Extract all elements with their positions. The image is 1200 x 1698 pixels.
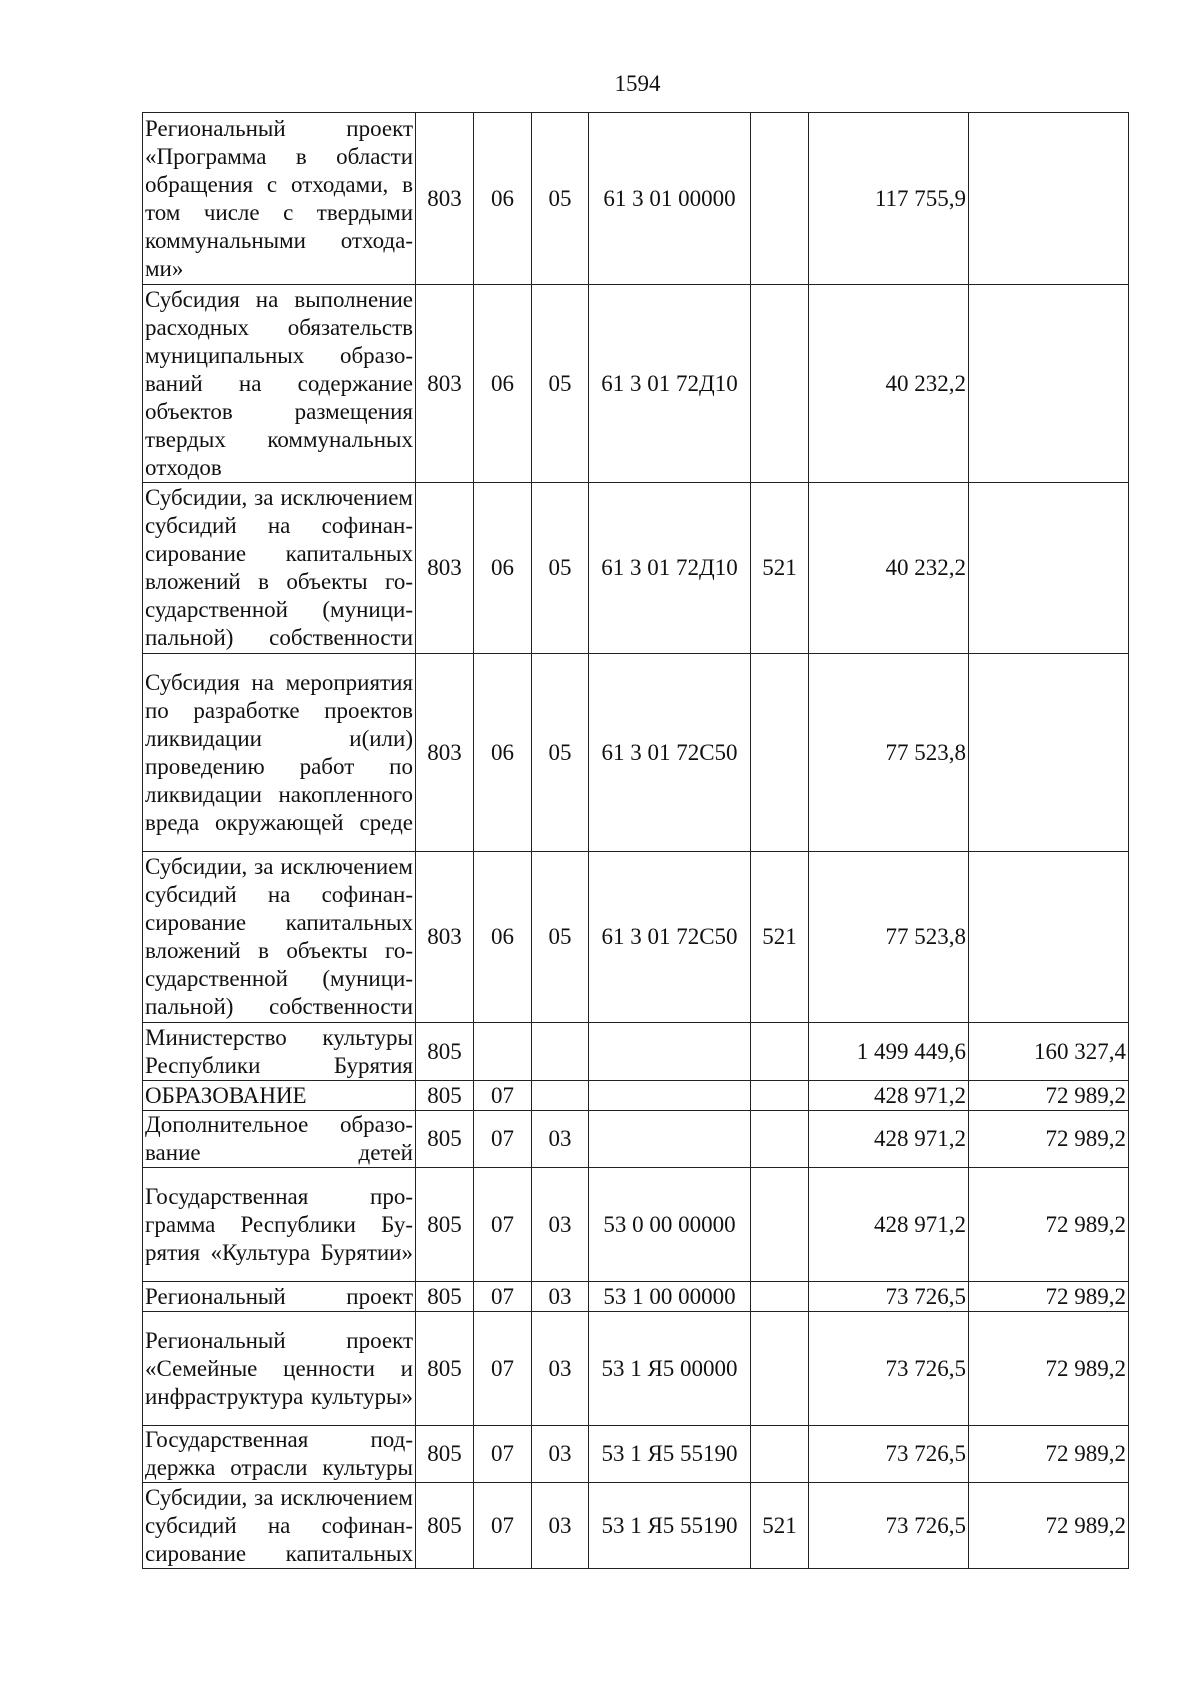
budget-table bbox=[142, 112, 1129, 1569]
table-row bbox=[143, 113, 1129, 285]
cell-section: 07 bbox=[474, 1168, 532, 1282]
table-row bbox=[143, 1023, 1129, 1081]
cell-section: 06 bbox=[474, 285, 532, 483]
cell-expense-type bbox=[751, 1081, 809, 1111]
cell-amount-total: 73 726,5 bbox=[809, 1282, 969, 1312]
cell-expense-type bbox=[751, 285, 809, 483]
row-description: Министерство культуры Республики Бурятия bbox=[143, 1023, 416, 1081]
cell-expense-type: 521 bbox=[751, 483, 809, 654]
row-description: Субсидии, за исключением субсидий на софинансирование капитальных bbox=[143, 1483, 416, 1569]
cell-section: 07 bbox=[474, 1483, 532, 1569]
cell-amount-federal: 72 989,2 bbox=[969, 1282, 1129, 1312]
cell-grbs: 805 bbox=[416, 1282, 474, 1312]
cell-subsection: 03 bbox=[532, 1426, 589, 1483]
cell-amount-total: 1 499 449,6 bbox=[809, 1023, 969, 1081]
cell-expense-type: 521 bbox=[751, 852, 809, 1023]
cell-amount-federal: 72 989,2 bbox=[969, 1426, 1129, 1483]
row-description: Субсидии, за исключением субсидий на софинансирование капитальных вложений в объекты государственной (муниципальной) собственности bbox=[143, 483, 416, 654]
cell-subsection: 05 bbox=[532, 113, 589, 285]
cell-expense-type bbox=[751, 654, 809, 852]
cell-grbs: 805 bbox=[416, 1312, 474, 1426]
cell-target-article: 53 1 Я5 00000 bbox=[589, 1312, 751, 1426]
cell-subsection bbox=[532, 1081, 589, 1111]
cell-amount-federal: 72 989,2 bbox=[969, 1483, 1129, 1569]
cell-amount-federal: 72 989,2 bbox=[969, 1168, 1129, 1282]
cell-amount-federal bbox=[969, 654, 1129, 852]
cell-amount-total: 428 971,2 bbox=[809, 1081, 969, 1111]
table-row bbox=[143, 1111, 1129, 1168]
table-row bbox=[143, 1168, 1129, 1282]
cell-grbs: 803 bbox=[416, 654, 474, 852]
cell-amount-total: 428 971,2 bbox=[809, 1168, 969, 1282]
cell-amount-federal: 72 989,2 bbox=[969, 1312, 1129, 1426]
table-row bbox=[143, 1081, 1129, 1111]
cell-amount-federal bbox=[969, 113, 1129, 285]
cell-grbs: 803 bbox=[416, 852, 474, 1023]
cell-section: 06 bbox=[474, 113, 532, 285]
cell-amount-total: 73 726,5 bbox=[809, 1483, 969, 1569]
cell-grbs: 805 bbox=[416, 1483, 474, 1569]
cell-expense-type bbox=[751, 113, 809, 285]
cell-subsection: 03 bbox=[532, 1111, 589, 1168]
cell-section bbox=[474, 1023, 532, 1081]
cell-amount-federal bbox=[969, 483, 1129, 654]
table-row bbox=[143, 1282, 1129, 1312]
cell-section: 07 bbox=[474, 1282, 532, 1312]
row-description: Субсидия на мероприятия по разработке проектов ликвидации и(или) проведению работ по ликвидации накопленного вреда окружающей среде bbox=[143, 654, 416, 852]
cell-amount-total: 428 971,2 bbox=[809, 1111, 969, 1168]
cell-amount-total: 77 523,8 bbox=[809, 654, 969, 852]
cell-subsection: 05 bbox=[532, 285, 589, 483]
cell-target-article: 53 1 Я5 55190 bbox=[589, 1483, 751, 1569]
cell-amount-federal bbox=[969, 852, 1129, 1023]
cell-subsection: 03 bbox=[532, 1312, 589, 1426]
cell-section: 06 bbox=[474, 654, 532, 852]
cell-section: 06 bbox=[474, 483, 532, 654]
table-row bbox=[143, 1312, 1129, 1426]
table-row bbox=[143, 483, 1129, 654]
row-description: Региональный проект bbox=[143, 1282, 416, 1312]
cell-section: 07 bbox=[474, 1111, 532, 1168]
cell-grbs: 805 bbox=[416, 1426, 474, 1483]
cell-amount-total: 73 726,5 bbox=[809, 1312, 969, 1426]
cell-amount-total: 40 232,2 bbox=[809, 483, 969, 654]
cell-amount-total: 73 726,5 bbox=[809, 1426, 969, 1483]
cell-expense-type bbox=[751, 1168, 809, 1282]
row-description: Субсидии, за исключением субсидий на софинансирование капитальных вложений в объекты государственной (муниципальной) собственности bbox=[143, 852, 416, 1023]
cell-expense-type bbox=[751, 1111, 809, 1168]
cell-amount-federal: 72 989,2 bbox=[969, 1111, 1129, 1168]
cell-grbs: 805 bbox=[416, 1023, 474, 1081]
cell-amount-total: 40 232,2 bbox=[809, 285, 969, 483]
cell-grbs: 803 bbox=[416, 113, 474, 285]
cell-section: 07 bbox=[474, 1081, 532, 1111]
cell-target-article: 61 3 01 72С50 bbox=[589, 654, 751, 852]
cell-subsection bbox=[532, 1023, 589, 1081]
cell-expense-type bbox=[751, 1426, 809, 1483]
table-row bbox=[143, 1426, 1129, 1483]
cell-section: 07 bbox=[474, 1312, 532, 1426]
cell-grbs: 805 bbox=[416, 1111, 474, 1168]
row-description: Государственная поддержка отрасли культуры bbox=[143, 1426, 416, 1483]
cell-target-article bbox=[589, 1023, 751, 1081]
cell-section: 06 bbox=[474, 852, 532, 1023]
table-row bbox=[143, 1483, 1129, 1569]
cell-target-article: 61 3 01 00000 bbox=[589, 113, 751, 285]
cell-amount-total: 77 523,8 bbox=[809, 852, 969, 1023]
cell-grbs: 805 bbox=[416, 1081, 474, 1111]
cell-amount-federal bbox=[969, 285, 1129, 483]
page-number: 1594 bbox=[614, 71, 661, 96]
cell-target-article: 61 3 01 72Д10 bbox=[589, 285, 751, 483]
table-row bbox=[143, 285, 1129, 483]
cell-expense-type: 521 bbox=[751, 1483, 809, 1569]
cell-subsection: 05 bbox=[532, 654, 589, 852]
cell-target-article: 61 3 01 72С50 bbox=[589, 852, 751, 1023]
row-description: Региональный проект «Семейные ценности и инфраструктура культуры» bbox=[143, 1312, 416, 1426]
cell-grbs: 803 bbox=[416, 483, 474, 654]
cell-subsection: 03 bbox=[532, 1483, 589, 1569]
cell-subsection: 05 bbox=[532, 483, 589, 654]
cell-target-article bbox=[589, 1111, 751, 1168]
row-description: Дополнительное образование детей bbox=[143, 1111, 416, 1168]
cell-subsection: 03 bbox=[532, 1168, 589, 1282]
row-description: ОБРАЗОВАНИЕ bbox=[143, 1081, 416, 1111]
cell-target-article: 61 3 01 72Д10 bbox=[589, 483, 751, 654]
cell-target-article: 53 1 00 00000 bbox=[589, 1282, 751, 1312]
cell-amount-total: 117 755,9 bbox=[809, 113, 969, 285]
cell-grbs: 805 bbox=[416, 1168, 474, 1282]
table-row bbox=[143, 852, 1129, 1023]
cell-amount-federal: 160 327,4 bbox=[969, 1023, 1129, 1081]
row-description: Государственная программа Республики Бурятия «Культура Бурятии» bbox=[143, 1168, 416, 1282]
table-row bbox=[143, 654, 1129, 852]
cell-subsection: 03 bbox=[532, 1282, 589, 1312]
cell-target-article: 53 0 00 00000 bbox=[589, 1168, 751, 1282]
cell-section: 07 bbox=[474, 1426, 532, 1483]
cell-expense-type bbox=[751, 1023, 809, 1081]
cell-grbs: 803 bbox=[416, 285, 474, 483]
cell-expense-type bbox=[751, 1312, 809, 1426]
cell-expense-type bbox=[751, 1282, 809, 1312]
cell-target-article: 53 1 Я5 55190 bbox=[589, 1426, 751, 1483]
row-description: Региональный проект «Программа в области обращения с отходами, в том числе с твердыми коммунальными отходами» bbox=[143, 113, 416, 285]
cell-amount-federal: 72 989,2 bbox=[969, 1081, 1129, 1111]
cell-target-article bbox=[589, 1081, 751, 1111]
row-description: Субсидия на выполнение расходных обязательств муниципальных образований на содержание объектов размещения твердых коммунальных отходов bbox=[143, 285, 416, 483]
cell-subsection: 05 bbox=[532, 852, 589, 1023]
